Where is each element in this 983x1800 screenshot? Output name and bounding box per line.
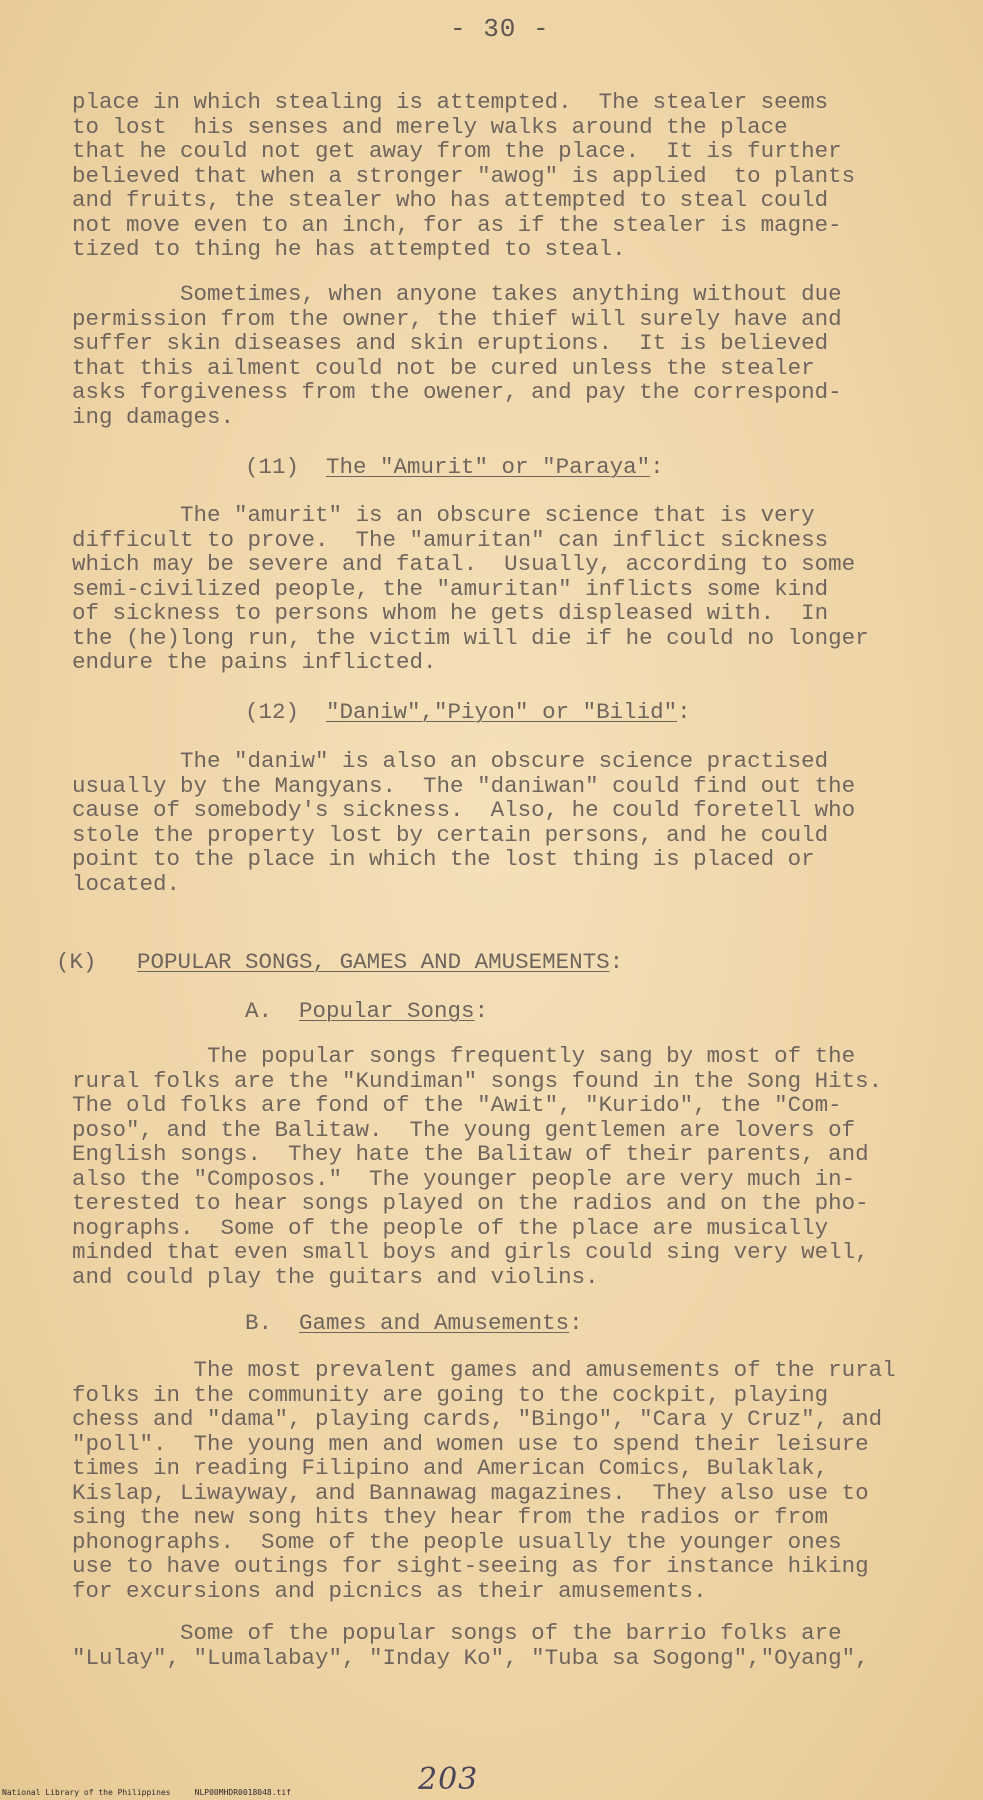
heading-popular-songs-colon: : bbox=[474, 998, 489, 1024]
paragraph-games-amusements: The most prevalent games and amusements of the rural folks in the community are going to the cockpit, playing chess and "dama", playing cards, "Bingo", "Cara y Cruz", and "poll". The young men and women use to spend their leisure times in reading Filipino and American Comics, Bulaklak, Kislap, Liwayway, and Bannawag magazines. They also use to sing the new song hits they hear from the radios or from phonographs. Some of the people usually the younger ones use to have outings for sight-seeing as for instance hiking for excursions and picnics as their amusements. bbox=[72, 1357, 896, 1604]
heading-section-k-letter: (K) bbox=[56, 949, 97, 975]
paragraph-daniw: The "daniw" is also an obscure science practised usually by the Mangyans. The "daniwan" could find out the cause of somebody's sickness. Also, he could foretell who stole the property lost by certain persons, and he could point to the place in which the lost thing is placed or located. bbox=[72, 748, 856, 897]
heading-daniw-colon: : bbox=[677, 699, 691, 725]
heading-daniw-number: (12) bbox=[245, 699, 300, 725]
heading-popular-songs-letter: A. bbox=[245, 998, 273, 1024]
heading-daniw-title: "Daniw","Piyon" or "Bilid" bbox=[326, 699, 678, 725]
paragraph-barrio-songs: Some of the popular songs of the barrio folks are "Lulay", "Lumalabay", "Inday Ko", "Tuba sa Sogong","Oyang", bbox=[72, 1620, 869, 1671]
heading-section-k-title: POPULAR SONGS, GAMES AND AMUSEMENTS bbox=[137, 949, 610, 975]
heading-games-amusements-title: Games and Amusements bbox=[299, 1310, 570, 1336]
heading-daniw bbox=[245, 700, 691, 725]
handwritten-page-number: 203 bbox=[418, 1762, 479, 1797]
paragraph-skin-disease: Sometimes, when anyone takes anything without due permission from the owner, the thief will surely have and suffer skin diseases and skin eruptions. It is believed that this ailment could not be cured unless the stealer asks forgiveness from the owener, and pay the correspond- ing damages. bbox=[72, 281, 842, 430]
heading-amurit-colon: : bbox=[650, 454, 664, 480]
heading-games-amusements-colon: : bbox=[569, 1310, 583, 1336]
paragraph-stealing-continued: place in which stealing is attempted. The stealer seems to lost his senses and merely walks around the place that he could not get away from the place. It is further believed that when a stronger "awog" is applied to plants and fruits, the stealer who has attempted to steal could not move even to an inch, for as if the stealer is magne- tized to thing he has attempted to steal. bbox=[72, 89, 856, 262]
heading-games-amusements bbox=[245, 1311, 583, 1336]
heading-popular-songs-title: Popular Songs bbox=[299, 998, 475, 1024]
heading-amurit bbox=[245, 455, 664, 480]
scan-footer-caption: National Library of the Philippines NLP00MHDR0018048.tif bbox=[2, 1788, 291, 1797]
paragraph-popular-songs: The popular songs frequently sang by most of the rural folks are the "Kundiman" songs found in the Song Hits. The old folks are fond of the "Awit", "Kurido", the "Com- poso", and the Balitaw. The young gentlemen are lovers of English songs. They hate the Balitaw of their parents, and also the "Composos." The younger people are very much in- terested to hear songs played on the radios and on the pho- nographs. Some of the people of the place are musically minded that even small boys and girls could sing very well, and could play the guitars and violins. bbox=[72, 1043, 883, 1290]
heading-popular-songs bbox=[245, 999, 488, 1024]
page-number: - 30 - bbox=[450, 14, 550, 44]
heading-section-k-colon: : bbox=[609, 949, 624, 975]
paragraph-amurit: The "amurit" is an obscure science that is very difficult to prove. The "amuritan" can inflict sickness which may be severe and fatal. Usually, according to some semi-civilized people, the "amuritan" inflicts some kind of sickness to persons whom he gets displeased with. In the (he)long run, the victim will die if he could no longer endure the pains inflicted. bbox=[72, 502, 869, 675]
heading-amurit-number: (11) bbox=[245, 454, 300, 480]
heading-amurit-title: The "Amurit" or "Paraya" bbox=[326, 454, 651, 480]
heading-games-amusements-letter: B. bbox=[245, 1310, 273, 1336]
heading-section-k bbox=[56, 950, 623, 975]
